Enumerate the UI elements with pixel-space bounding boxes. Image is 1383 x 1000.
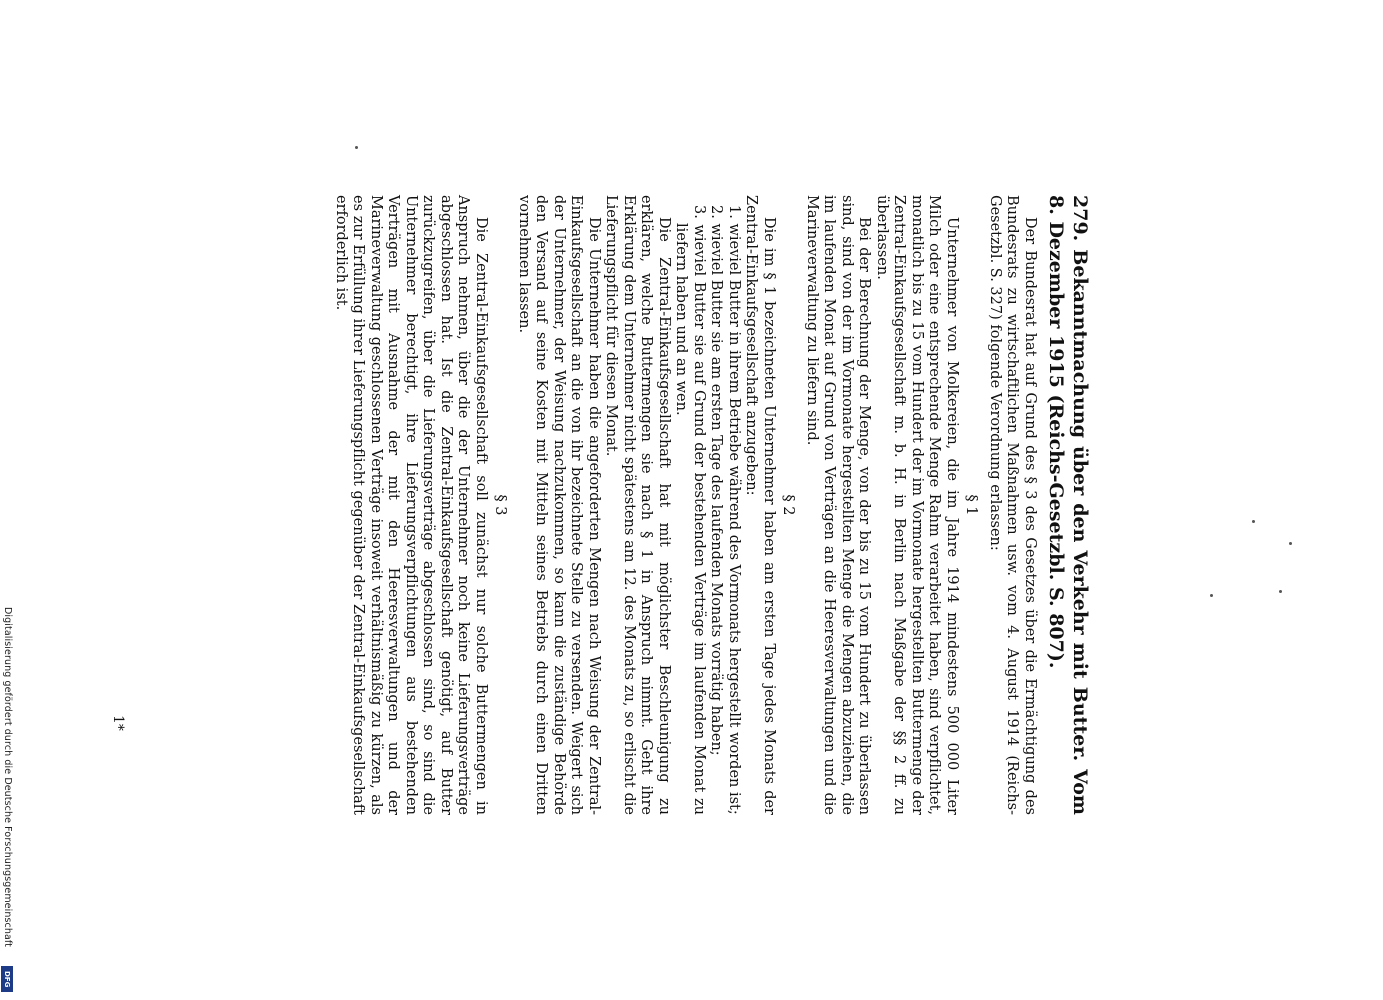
- section-2-paragraph-2: Die Zentral-Einkaufsgesellschaft hat mit möglichster Beschleunigung zu erklären, welche Buttermengen sie nach § 1 in Anspruch nimmt. Geht ihre Erklärung dem Unternehmer nicht spätestens am 12. des Monats zu, so erlischt die Lieferungspflicht für diesen Monat.: [603, 195, 672, 815]
- scan-speck: [355, 146, 358, 149]
- section-2-list-item: 3. wieviel Butter sie auf Grund der bestehenden Verträge im laufenden Monat zu liefern haben und an wen.: [673, 205, 707, 815]
- digitization-credit: Digitalisierung gefördert durch die Deutsche Forschungsgemeinschaft: [2, 607, 13, 947]
- section-2-paragraph-1: Die im § 1 bezeichneten Unternehmer haben am ersten Tage jedes Monats der Zentral-Einkaufsgesellschaft anzugeben:: [743, 195, 777, 815]
- section-3-sign: § 3: [492, 494, 509, 516]
- scan-speck: [1210, 594, 1213, 597]
- section-2-sign: § 2: [780, 494, 797, 516]
- dfg-logo-icon: DFG: [1, 966, 13, 992]
- section-1-sign: § 1: [963, 494, 980, 516]
- document-heading: 279. Bekanntmachung über den Verkehr mit Butter. Vom 8. Dezember 1915 (Reichs-Gesetzbl. S. 807).: [1045, 195, 1091, 815]
- scan-speck: [1279, 590, 1282, 593]
- document-page: [333, 195, 1092, 815]
- intro-paragraph: Der Bundesrat hat auf Grund des § 3 des Gesetzes über die Ermächtigung des Bundesrats zu wirtschaftlichen Maßnahmen usw. vom 4. August 1914 (Reichs-Gesetzbl. S. 327) folgende Verordnung erlassen:: [987, 195, 1038, 815]
- scan-speck: [1252, 520, 1255, 523]
- page-marker: 1*: [110, 715, 126, 731]
- section-3-paragraph-1: Die Zentral-Einkaufsgesellschaft soll zunächst nur solche Buttermengen in Anspruch nehmen, über die der Unternehmer noch keine Lieferungsverträge abgeschlossen hat. Ist die Zentral-Einkaufsgesellschaft genötigt, auf Butter zurückzugreifen, über die Lieferungsverträge abgeschlossen sind, so sind die Unternehmer berechtigt, ihre Lieferungsverpflichtungen aus bestehenden Verträgen mit Ausnahme der mit den Heeresverwaltungen und der Marineverwaltung geschlossenen Verträge insoweit verhältnismäßig zu kürzen, als es zur Erfüllung ihrer Lieferungspflicht gegenüber der Zentral-Einkaufsgesellschaft erforderlich ist.: [333, 195, 489, 815]
- section-2-list-item: 1. wieviel Butter in ihrem Betriebe während des Vormonats hergestellt worden ist;: [726, 205, 742, 815]
- scan-speck: [1289, 542, 1292, 545]
- section-1-paragraph-2: Bei der Berechnung der Menge, von der bis zu 15 vom Hundert zu überlassen sind, sind von der im Vormonate hergestellten Menge die Mengen abzuziehen, die im laufenden Monat auf Grund von Verträgen an die Heeresverwaltungen und die Marineverwaltung zu liefern sind.: [804, 195, 873, 815]
- section-2-list-item: 2. wieviel Butter sie am ersten Tage des laufenden Monats vorrätig haben;: [708, 205, 725, 756]
- section-1-paragraph-1: Unternehmer von Molkereien, die im Jahre 1914 mindestens 500 000 Liter Milch oder eine entsprechende Menge Rahm verarbeitet haben, sind verpflichtet, monatlich bis zu 15 vom Hundert der im Vormonate hergestellten Buttermenge der Zentral-Einkaufsgesellschaft m. b. H. in Berlin nach Maßgabe der §§ 2 ff. zu überlassen.: [874, 195, 960, 815]
- section-2-paragraph-3: Die Unternehmer haben die angeforderten Mengen nach Weisung der Zentral-Einkaufsgesellschaft an die von ihr bezeichnete Stelle zu versenden. Weigert sich der Unternehmer, der Weisung nachzukommen, so kann die zuständige Behörde den Versand auf seine Kosten mit Mitteln seines Betriebs durch einen Dritten vornehmen lassen.: [516, 195, 602, 815]
